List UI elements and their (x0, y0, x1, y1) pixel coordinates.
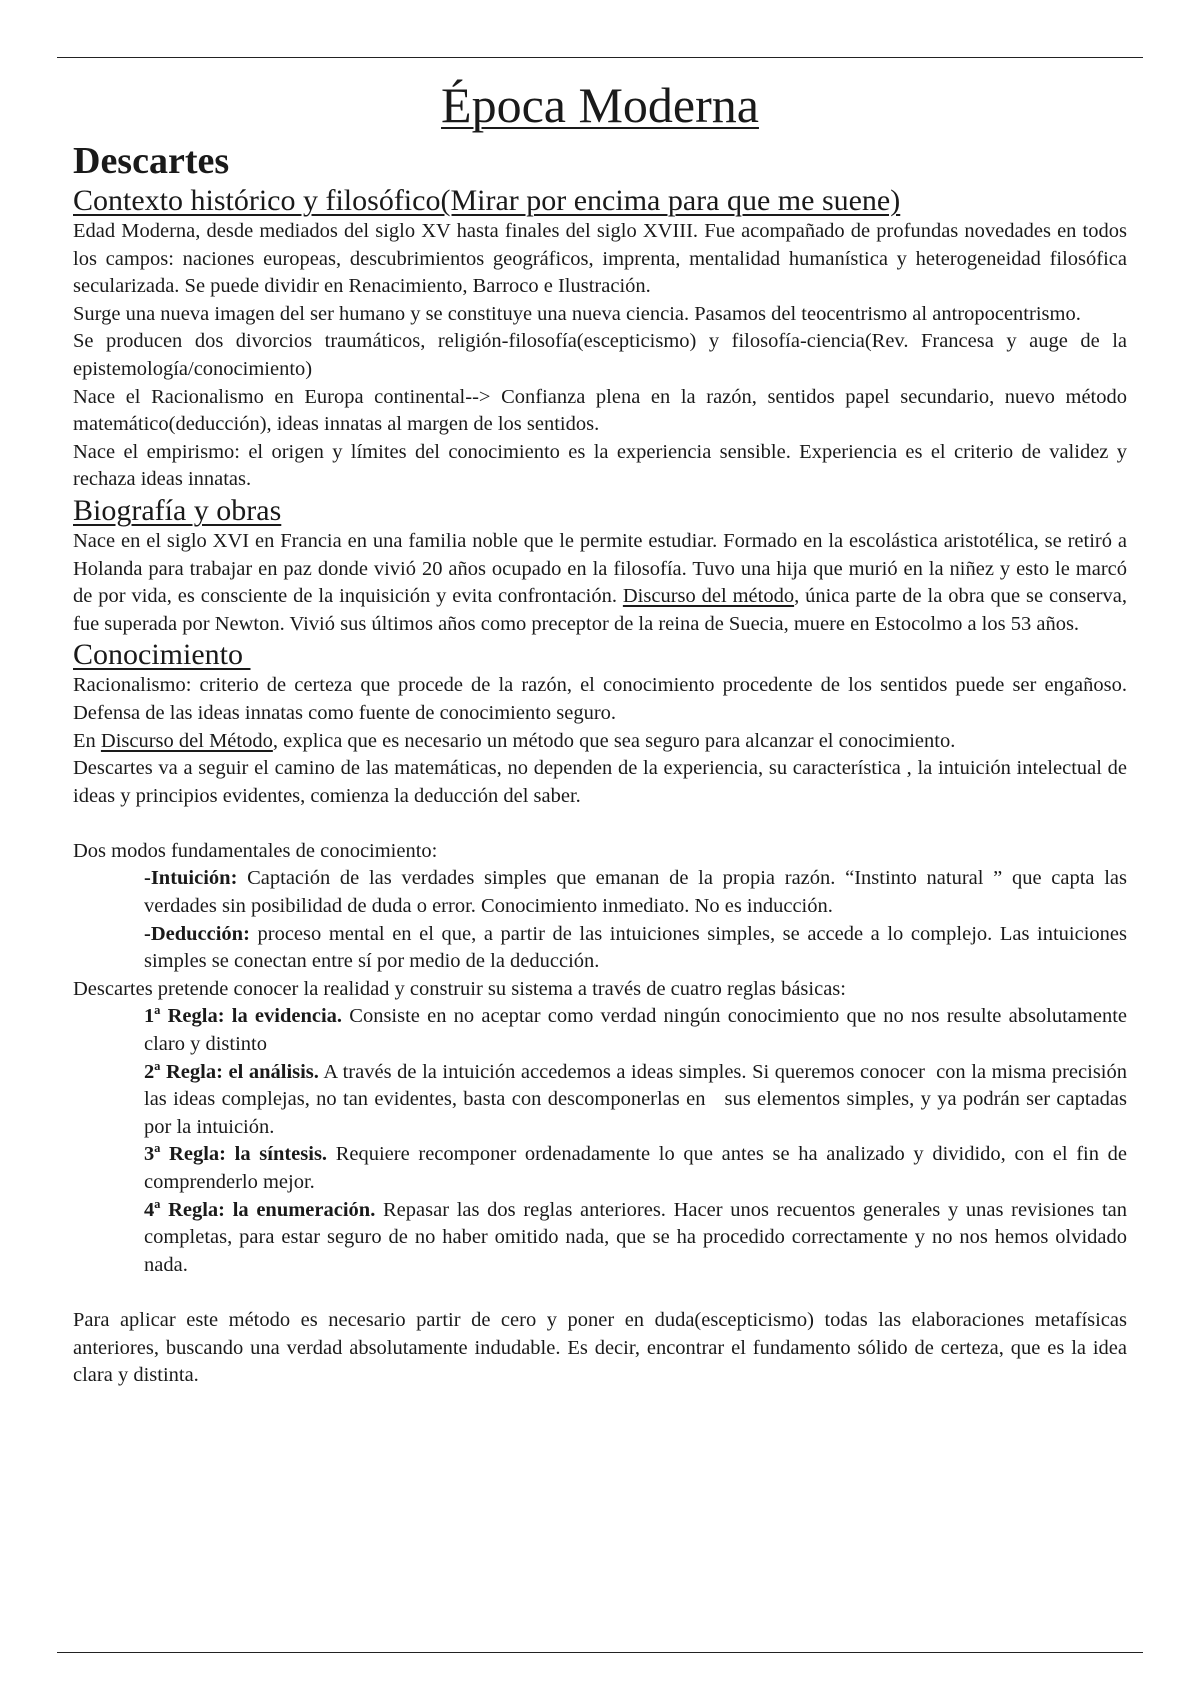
paragraph: Nace el empirismo: el origen y límites del conocimiento es la experiencia sensible. Experiencia es el criterio de validez y rechaza ideas innatas. (73, 440, 1127, 491)
spacer (73, 810, 1127, 838)
rule-item: 4ª Regla: la enumeración. Repasar las dos reglas anteriores. Hacer unos recuentos generales y unas revisiones tan completas, para estar seguro de no haber omitido nada, que se ha procedido correctamente y no nos hemos olvidado nada. (144, 1198, 1127, 1276)
paragraph: Descartes va a seguir el camino de las matemáticas, no dependen de la experiencia, su característica , la intuición intelectual de ideas y principios evidentes, comienza la deducción del saber. (73, 757, 1127, 807)
closing-paragraph: Para aplicar este método es necesario partir de cero y poner en duda(escepticismo) todas las elaboraciones metafísicas anteriores, buscando una verdad absolutamente indudable. Es decir, encontrar el fundamento sólido de certeza, que es la idea clara y distinta. (73, 1308, 1127, 1387)
rule-item: 1ª Regla: la evidencia. Consiste en no aceptar como verdad ningún conocimiento que no nos resulte absolutamente claro y distinto (144, 1005, 1127, 1056)
rule-item: 3ª Regla: la síntesis. Requiere recomponer ordenadamente lo que antes se ha analizado y dividido, con el fin de comprenderlo mejor. (144, 1143, 1127, 1193)
section-heading-biografia: Biografía y obras (73, 493, 282, 527)
top-rule (57, 57, 1143, 58)
mode-item: -Intuición: Captación de las verdades simples que emanan de la propia razón. “Instinto natural ” que capta las verdades sin posibilidad de duda o error. Conocimiento inmediato. No es inducción. (144, 867, 1127, 918)
section-heading-conocimiento: Conocimiento (73, 638, 251, 672)
paragraph: Nace el Racionalismo en Europa continental--> Confianza plena en la razón, sentidos papel secundario, nuevo método matemático(deducción), ideas innatas al margen de los sentidos. (73, 385, 1127, 436)
document-content (73, 74, 1133, 1390)
section-heading-contexto: Contexto histórico y filosófico(Mirar por encima para que me suene) (73, 184, 901, 217)
paragraph: En Discurso del Método, explica que es necesario un método que sea seguro para alcanzar el conocimiento. (73, 729, 956, 752)
work-title: Discurso del método (622, 585, 795, 608)
bottom-rule (57, 1652, 1143, 1653)
paragraph: Se producen dos divorcios traumáticos, religión-filosofía(escepticismo) y filosofía-ciencia(Rev. Francesa y auge de la epistemología/conocimiento) (73, 330, 1127, 380)
rules-intro: Descartes pretende conocer la realidad y construir su sistema a través de cuatro reglas básicas: (73, 977, 846, 1000)
rule-item: 2ª Regla: el análisis. A través de la intuición accedemos a ideas simples. Si queremos conocer con la misma precisión las ideas complejas, no tan evidentes, basta con descomponerlas en sus elementos simples, y ya podrán ser captadas por la intuición. (144, 1060, 1133, 1138)
author-heading: Descartes (73, 140, 230, 182)
paragraph: Surge una nueva imagen del ser humano y se constituye una nueva ciencia. Pasamos del teocentrismo al antropocentrismo. (73, 302, 1081, 325)
spacer (73, 1279, 1127, 1307)
modes-intro: Dos modos fundamentales de conocimiento: (73, 839, 438, 862)
paragraph-biografia: Nace en el siglo XVI en Francia en una familia noble que le permite estudiar. Formado en la escolástica aristotélica, se retiró a Holanda para trabajar en paz donde vivió 20 años ocupado en la filosofía. Tuvo una hija que murió en la niñez y esto le marcó de por vida, es consciente de la inquisición y evita confrontación. Discurso del método, única parte de la obra que se conserva, fue superada por Newton. Vivió sus últimos años como preceptor de la reina de Suecia, muere en Estocolmo a los 53 años. (73, 529, 1127, 635)
paragraph: Racionalismo: criterio de certeza que procede de la razón, el conocimiento procedente de los sentidos puede ser engañoso. Defensa de las ideas innatas como fuente de conocimiento seguro. (73, 674, 1127, 724)
page-title: Época Moderna (441, 77, 759, 133)
paragraph: Edad Moderna, desde mediados del siglo XV hasta finales del siglo XVIII. Fue acompañado de profundas novedades en todos los campos: naciones europeas, descubrimientos geográficos, imprenta, mentalidad humanística y heterogeneidad filosófica secularizada. Se puede dividir en Renacimiento, Barroco e Ilustración. (73, 220, 1127, 298)
mode-item: -Deducción: proceso mental en el que, a partir de las intuiciones simples, se accede a lo complejo. Las intuiciones simples se conectan entre sí por medio de la deducción. (144, 922, 1127, 973)
work-title: Discurso del Método (100, 729, 273, 752)
